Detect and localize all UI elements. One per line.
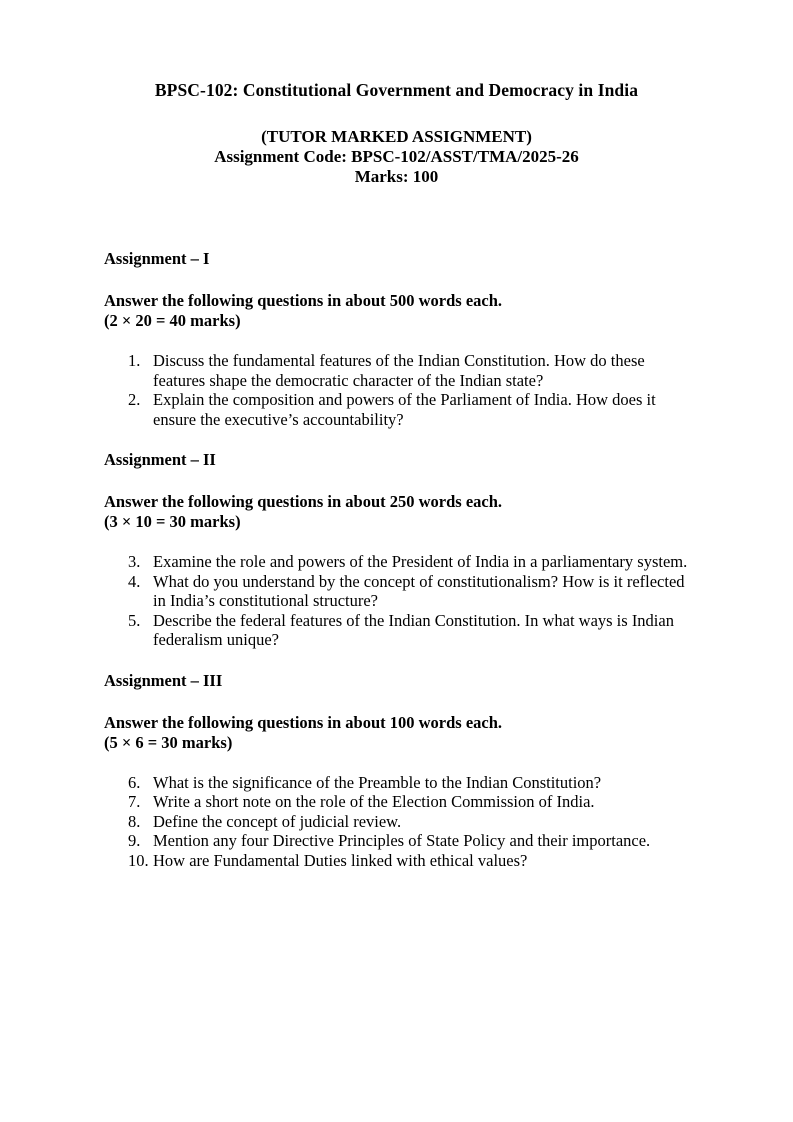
- question-text: Explain the composition and powers of the Parliament of India. How does it ensure the executive’s accountability?: [153, 390, 656, 429]
- question-text: What do you understand by the concept of constitutionalism? How is it reflected in India’s constitutional structure?: [153, 571, 685, 610]
- question-number: 9.: [128, 831, 141, 850]
- document-title: BPSC-102: Constitutional Government and Democracy in India: [154, 80, 639, 100]
- question-text: Describe the federal features of the Indian Constitution. In what ways is Indian federalism unique?: [153, 610, 674, 649]
- assignment-code: Assignment Code: BPSC-102/ASST/TMA/2025-26: [214, 147, 579, 166]
- section-marks: (2 × 20 = 40 marks): [104, 311, 241, 330]
- assignment-section-3: [104, 671, 689, 871]
- section-instruction: Answer the following questions in about 500 words each.: [104, 291, 503, 310]
- question-text: How are Fundamental Duties linked with ethical values?: [153, 850, 528, 870]
- question-list: [128, 773, 689, 871]
- section-instruction: Answer the following questions in about 250 words each.: [104, 492, 503, 511]
- question-item: [128, 611, 689, 650]
- question-number: 2.: [128, 390, 141, 409]
- question-number: 10.: [128, 850, 149, 870]
- question-number: 1.: [128, 351, 141, 370]
- question-item: [128, 351, 689, 390]
- question-item: [128, 552, 689, 572]
- section-heading: Assignment – I: [104, 249, 210, 268]
- document-header: [0, 0, 793, 187]
- question-number: 5.: [128, 610, 141, 630]
- question-text: Examine the role and powers of the President of India in a parliamentary system.: [153, 552, 688, 571]
- question-text: Define the concept of judicial review.: [153, 811, 402, 831]
- assignment-type: (TUTOR MARKED ASSIGNMENT): [261, 127, 532, 146]
- question-text: Write a short note on the role of the Election Commission of India.: [153, 792, 595, 811]
- question-number: 6.: [128, 772, 141, 792]
- question-item: [128, 792, 689, 812]
- question-item: [128, 390, 689, 429]
- question-text: Mention any four Directive Principles of State Policy and their importance.: [153, 831, 651, 850]
- section-instruction-block: [104, 713, 689, 753]
- section-marks: (5 × 6 = 30 marks): [104, 732, 233, 752]
- question-item: [128, 812, 689, 832]
- question-number: 3.: [128, 552, 141, 571]
- question-item: [128, 773, 689, 793]
- section-instruction: Answer the following questions in about 100 words each.: [104, 712, 503, 732]
- assignment-section-1: [104, 249, 689, 429]
- section-instruction-block: [104, 291, 689, 331]
- question-number: 4.: [128, 571, 141, 591]
- question-number: 7.: [128, 792, 141, 811]
- section-marks: (3 × 10 = 30 marks): [104, 512, 241, 531]
- question-list: [128, 552, 689, 650]
- assignment-section-2: [104, 450, 689, 650]
- question-item: [128, 831, 689, 851]
- total-marks: Marks: 100: [354, 167, 439, 186]
- section-heading: Assignment – III: [104, 670, 223, 690]
- document-body: [104, 249, 689, 870]
- header-subtitle-block: [0, 127, 793, 187]
- question-item: [128, 851, 689, 871]
- question-text: What is the significance of the Preamble to the Indian Constitution?: [153, 772, 602, 792]
- section-heading: Assignment – II: [104, 450, 216, 469]
- question-text: Discuss the fundamental features of the Indian Constitution. How do these features shape the democratic character of the Indian state?: [153, 351, 645, 390]
- question-item: [128, 572, 689, 611]
- section-instruction-block: [104, 492, 689, 532]
- question-list: [128, 351, 689, 429]
- question-number: 8.: [128, 811, 141, 831]
